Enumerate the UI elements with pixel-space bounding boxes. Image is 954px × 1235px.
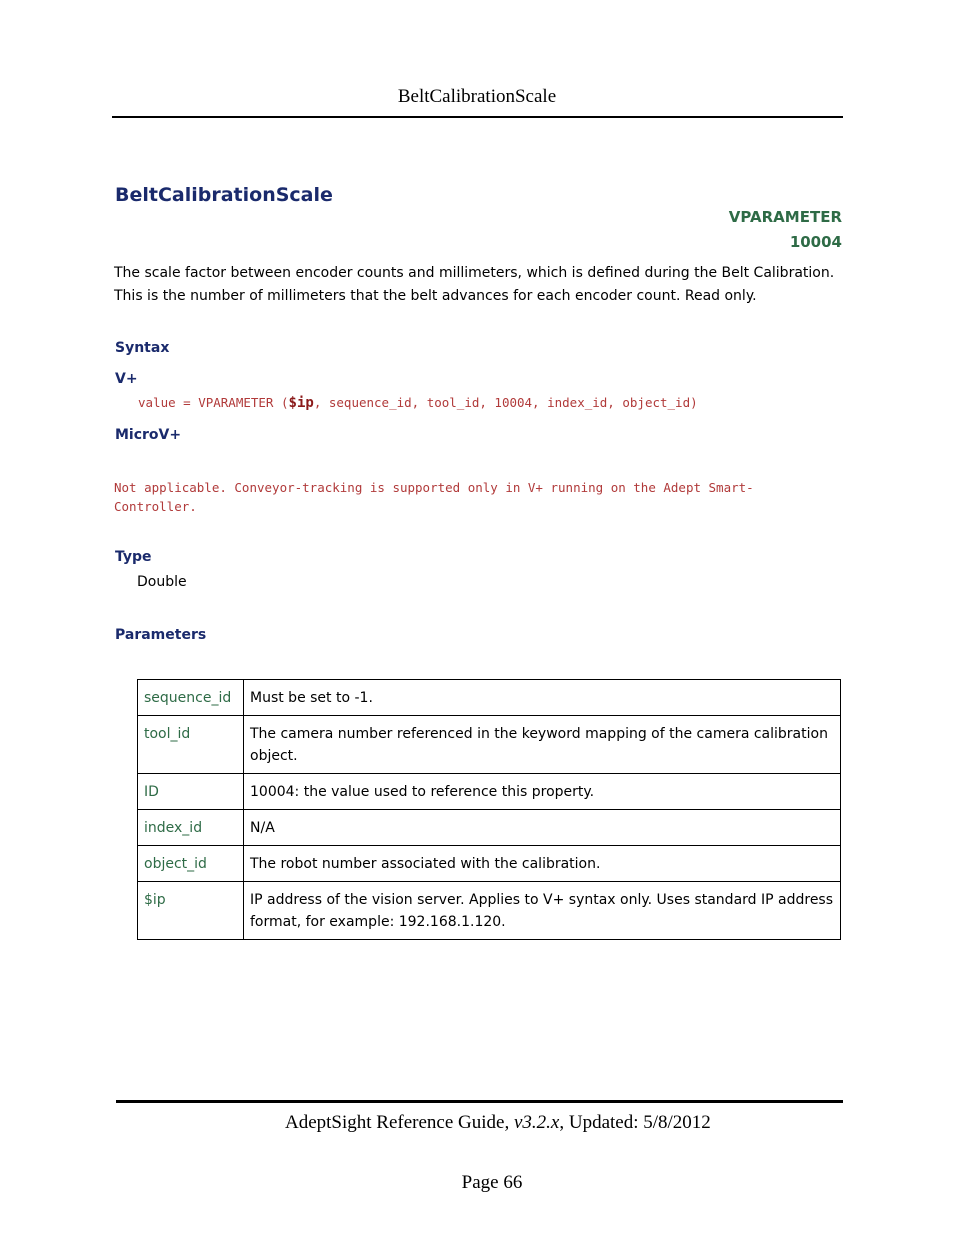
param-desc: N/A — [244, 810, 841, 846]
page-number: Page 66 — [461, 1172, 523, 1193]
table-row — [138, 846, 841, 882]
param-desc: The camera number referenced in the keyword mapping of the camera calibration object. — [244, 716, 841, 774]
syntax-heading: Syntax — [115, 340, 170, 356]
microv-text: Not applicable. Conveyor-tracking is supported only in V+ running on the Adept Smart-Controller. — [114, 480, 754, 514]
vplus-heading: V+ — [115, 371, 138, 387]
guide-updated: , Updated: 5/8/2012 — [559, 1112, 711, 1133]
guide-version: , v3.2.x — [504, 1112, 560, 1133]
param-desc: The robot number associated with the calibration. — [244, 846, 841, 882]
param-name: ID — [138, 774, 244, 810]
param-name: sequence_id — [138, 680, 244, 716]
param-name: $ip — [138, 882, 244, 940]
code-ip: $ip — [288, 395, 314, 411]
parameters-table — [137, 679, 841, 940]
kind-id: 10004 — [789, 233, 842, 251]
table-row — [138, 882, 841, 940]
description: The scale factor between encoder counts and millimeters, which is defined during the Belt Calibration. This is the number of millimeters that the belt advances for each encoder count. Read only. — [114, 265, 835, 304]
guide-name: AdeptSight Reference Guide — [285, 1112, 505, 1133]
table-row — [138, 716, 841, 774]
running-header: BeltCalibrationScale — [397, 86, 557, 107]
param-desc: 10004: the value used to reference this property. — [244, 774, 841, 810]
table-row — [138, 810, 841, 846]
vplus-code — [138, 395, 698, 411]
param-name: index_id — [138, 810, 244, 846]
param-desc: IP address of the vision server. Applies to V+ syntax only. Uses standard IP address format, for example: 192.168.1.120. — [244, 882, 841, 940]
microv-heading: MicroV+ — [115, 427, 182, 443]
page-title: BeltCalibrationScale — [115, 184, 333, 206]
table-row — [138, 680, 841, 716]
code-prefix: value = VPARAMETER ( — [138, 395, 289, 410]
param-desc: Must be set to -1. — [244, 680, 841, 716]
code-suffix: , sequence_id, tool_id, 10004, index_id, object_id) — [313, 395, 698, 410]
table-row — [138, 774, 841, 810]
footer-rule — [116, 1100, 843, 1103]
footer-guide — [285, 1112, 711, 1134]
parameters-heading: Parameters — [115, 627, 207, 643]
param-name: tool_id — [138, 716, 244, 774]
type-value: Double — [137, 574, 187, 590]
kind-label: VPARAMETER — [728, 208, 842, 226]
type-heading: Type — [115, 549, 152, 565]
header-rule — [112, 116, 843, 118]
param-name: object_id — [138, 846, 244, 882]
